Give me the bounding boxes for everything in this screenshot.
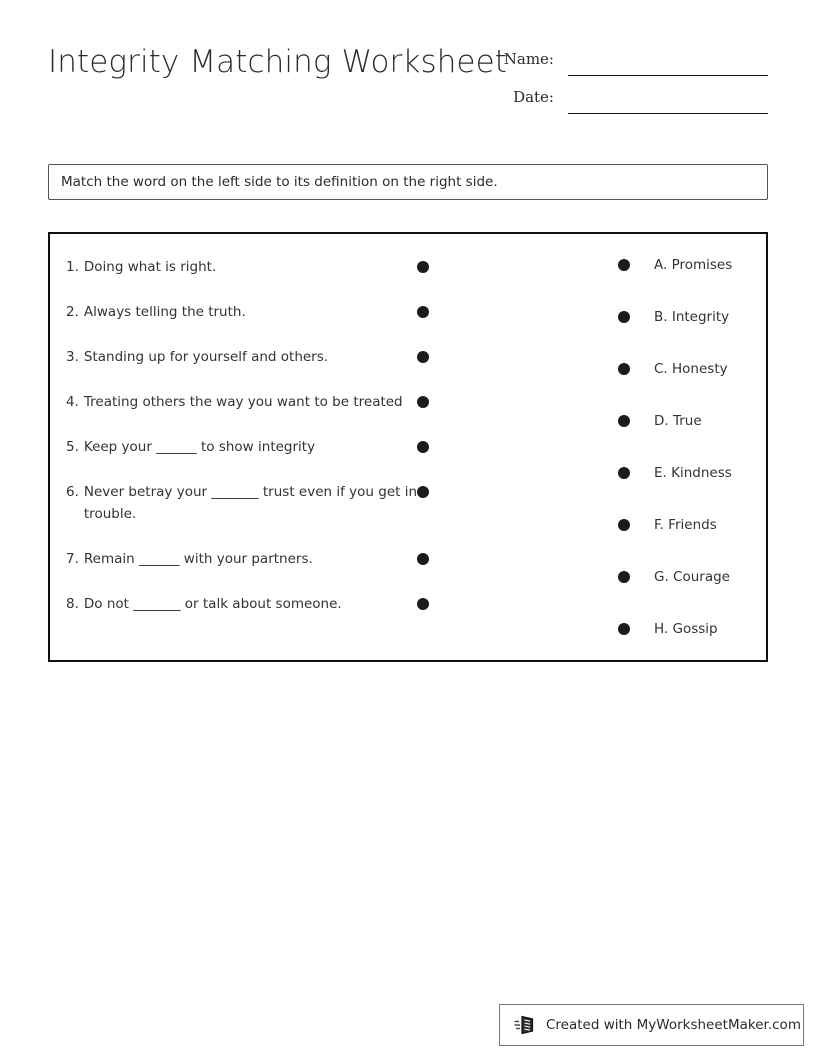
question-row: [66, 548, 434, 570]
name-field-row: [468, 50, 768, 80]
instruction-box: [48, 164, 768, 200]
question-match-dot[interactable]: [417, 396, 429, 408]
answer-row: [618, 412, 754, 430]
question-number: 1.: [66, 259, 79, 275]
answer-text: F. Friends: [654, 517, 717, 533]
answer-match-dot[interactable]: [618, 363, 630, 375]
question-row: [66, 436, 434, 458]
question-match-dot[interactable]: [417, 261, 429, 273]
answer-match-dot[interactable]: [618, 467, 630, 479]
question-number: 2.: [66, 304, 79, 320]
answer-match-dot[interactable]: [618, 311, 630, 323]
answer-row: [618, 256, 754, 274]
answer-text: B. Integrity: [654, 309, 730, 325]
question-row: [66, 256, 434, 278]
question-row: [66, 593, 434, 615]
myworksheetmaker-logo-icon: [514, 1015, 536, 1035]
answer-row: [618, 516, 754, 534]
question-match-dot[interactable]: [417, 598, 429, 610]
question-match-dot[interactable]: [417, 553, 429, 565]
question-text: Always telling the truth.: [83, 304, 246, 320]
answer-match-dot[interactable]: [618, 259, 630, 271]
answer-row: [618, 568, 754, 586]
answer-text: H. Gossip: [654, 621, 718, 637]
worksheet-header: [48, 44, 768, 124]
questions-column: [66, 256, 434, 638]
question-row: [66, 301, 434, 323]
page-title: Integrity Matching Worksheet: [48, 44, 508, 80]
question-match-dot[interactable]: [417, 486, 429, 498]
answer-match-dot[interactable]: [618, 519, 630, 531]
question-text: Never betray your _______ trust even if you get in trouble.: [83, 484, 418, 522]
question-match-dot[interactable]: [417, 441, 429, 453]
name-label: Name:: [503, 50, 554, 68]
question-text: Standing up for yourself and others.: [83, 349, 329, 365]
question-match-dot[interactable]: [417, 351, 429, 363]
question-number: 5.: [66, 439, 79, 455]
question-row: [66, 346, 434, 368]
answer-text: D. True: [654, 413, 702, 429]
answer-match-dot[interactable]: [618, 571, 630, 583]
answer-match-dot[interactable]: [618, 415, 630, 427]
date-input-line[interactable]: [568, 113, 768, 114]
question-number: 7.: [66, 551, 79, 567]
question-number: 3.: [66, 349, 79, 365]
question-text: Remain ______ with your partners.: [83, 551, 313, 567]
answer-row: [618, 620, 754, 638]
question-number: 8.: [66, 596, 79, 612]
question-row: [66, 481, 434, 525]
answer-match-dot[interactable]: [618, 623, 630, 635]
answer-text: E. Kindness: [654, 465, 732, 481]
answer-row: [618, 308, 754, 326]
question-row: [66, 391, 434, 413]
question-text: Do not _______ or talk about someone.: [83, 596, 342, 612]
date-field-row: [468, 88, 768, 118]
answer-text: G. Courage: [654, 569, 730, 585]
instruction-text: Match the word on the left side to its definition on the right side.: [61, 174, 498, 190]
name-input-line[interactable]: [568, 75, 768, 76]
question-text: Treating others the way you want to be treated: [83, 394, 403, 410]
question-text: Keep your ______ to show integrity: [83, 439, 316, 455]
answer-row: [618, 464, 754, 482]
question-number: 6.: [66, 484, 79, 500]
answers-column: [618, 256, 754, 672]
question-number: 4.: [66, 394, 79, 410]
answer-text: A. Promises: [654, 257, 733, 273]
question-match-dot[interactable]: [417, 306, 429, 318]
date-label: Date:: [513, 88, 554, 106]
footer-text: Created with MyWorksheetMaker.com: [546, 1017, 801, 1033]
matching-box: [48, 232, 768, 662]
footer-badge: [499, 1004, 804, 1046]
answer-row: [618, 360, 754, 378]
answer-text: C. Honesty: [654, 361, 728, 377]
question-text: Doing what is right.: [83, 259, 217, 275]
